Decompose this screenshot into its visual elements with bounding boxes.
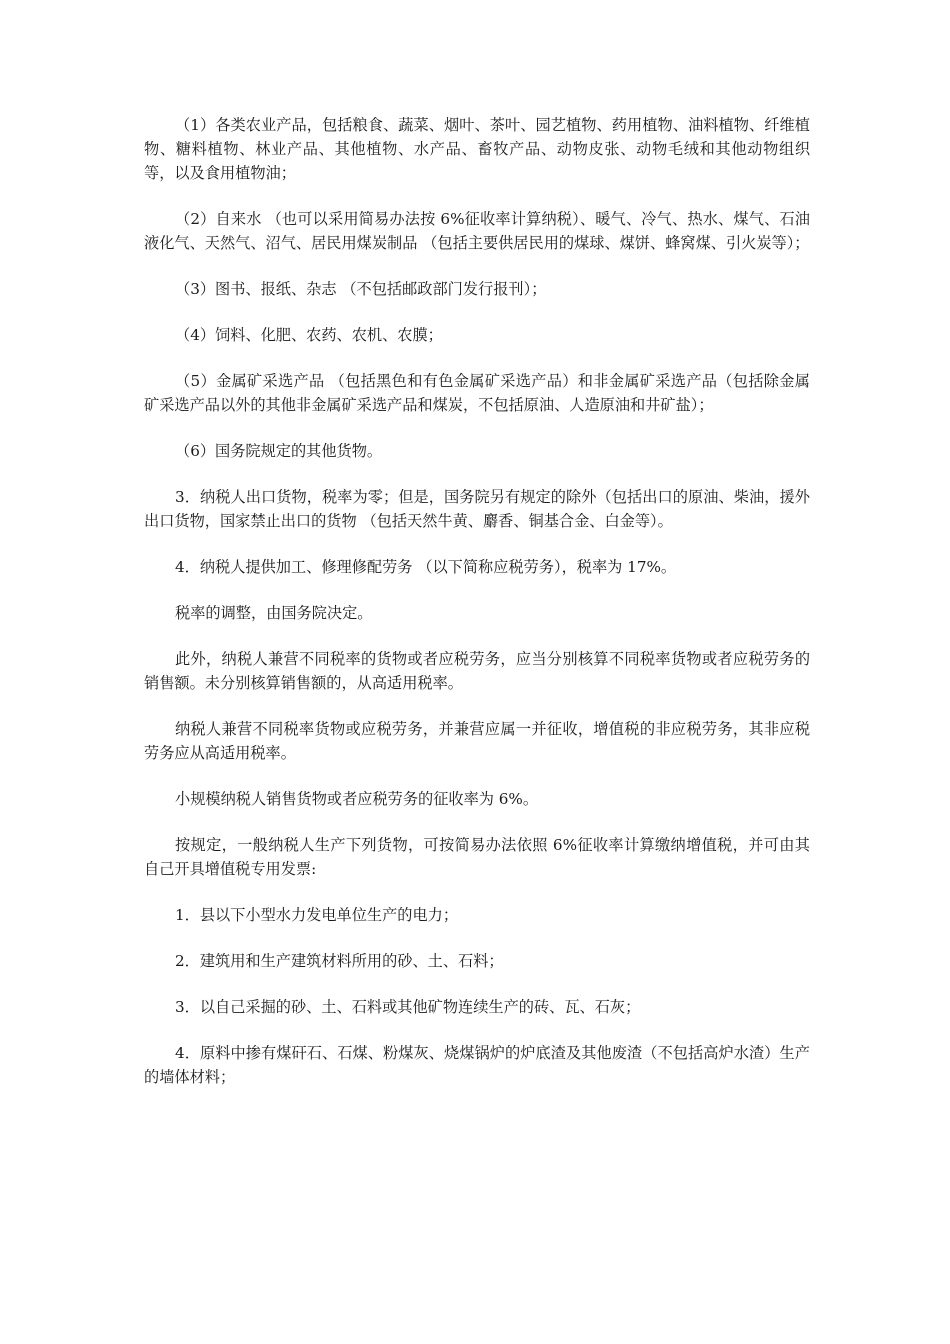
paragraph-item-6: （6）国务院规定的其他货物。 xyxy=(175,442,383,460)
paragraph-export-rate: 3．纳税人出口货物，税率为零；但是，国务院另有规定的除外（包括出口的原油、柴油，援外出口货物，国家禁止出口的货物 （包括天然牛黄、麝香、铜基合金、白金等）。 xyxy=(144,488,810,530)
paragraph-item-3: （3）图书、报纸、杂志 （不包括邮政部门发行报刊）； xyxy=(175,280,547,298)
paragraph-list-item-3: 3．以自己采掘的砂、土、石料或其他矿物连续生产的砖、瓦、石灰； xyxy=(175,998,641,1016)
paragraph-item-2: （2）自来水 （也可以采用简易办法按 6%征收率计算纳税）、暖气、冷气、热水、煤气、石油液化气、天然气、沼气、居民用煤炭制品 （包括主要供居民用的煤球、煤饼、蜂窝煤、引火炭等）； xyxy=(144,210,810,252)
paragraph-list-item-4: 4．原料中掺有煤矸石、石煤、粉煤灰、烧煤锅炉的炉底渣及其他废渣（不包括高炉水渣）生产的墙体材料； xyxy=(144,1044,810,1086)
paragraph-rate-adjustment: 税率的调整，由国务院决定。 xyxy=(175,604,373,622)
paragraph-list-item-2: 2．建筑用和生产建筑材料所用的砂、土、石料； xyxy=(175,952,504,970)
paragraph-item-4: （4）饲料、化肥、农药、农机、农膜； xyxy=(175,326,443,344)
paragraph-simplified-method: 按规定，一般纳税人生产下列货物，可按简易办法依照 6%征收率计算缴纳增值税，并可由其自己开具增值税专用发票: xyxy=(144,836,810,878)
paragraph-processing-rate: 4．纳税人提供加工、修理修配劳务 （以下简称应税劳务），税率为 17%。 xyxy=(175,558,677,576)
paragraph-list-item-1: 1．县以下小型水力发电单位生产的电力； xyxy=(175,906,459,924)
paragraph-non-taxable-services: 纳税人兼营不同税率货物或应税劳务，并兼营应属一并征收，增值税的非应税劳务，其非应税劳务应从高适用税率。 xyxy=(144,720,810,762)
paragraph-mixed-operations: 此外，纳税人兼营不同税率的货物或者应税劳务，应当分别核算不同税率货物或者应税劳务的销售额。未分别核算销售额的，从高适用税率。 xyxy=(144,650,810,692)
paragraph-small-scale-rate: 小规模纳税人销售货物或者应税劳务的征收率为 6%。 xyxy=(175,790,539,808)
document-body xyxy=(144,113,810,1111)
paragraph-item-1: （1）各类农业产品，包括粮食、蔬菜、烟叶、茶叶、园艺植物、药用植物、油料植物、纤维植物、糖料植物、林业产品、其他植物、水产品、畜牧产品、动物皮张、动物毛绒和其他动物组织等，以及食用植物油； xyxy=(144,116,810,182)
paragraph-item-5: （5）金属矿采选产品 （包括黑色和有色金属矿采选产品）和非金属矿采选产品（包括除金属矿采选产品以外的其他非金属矿采选产品和煤炭，不包括原油、人造原油和井矿盐）； xyxy=(144,372,810,414)
